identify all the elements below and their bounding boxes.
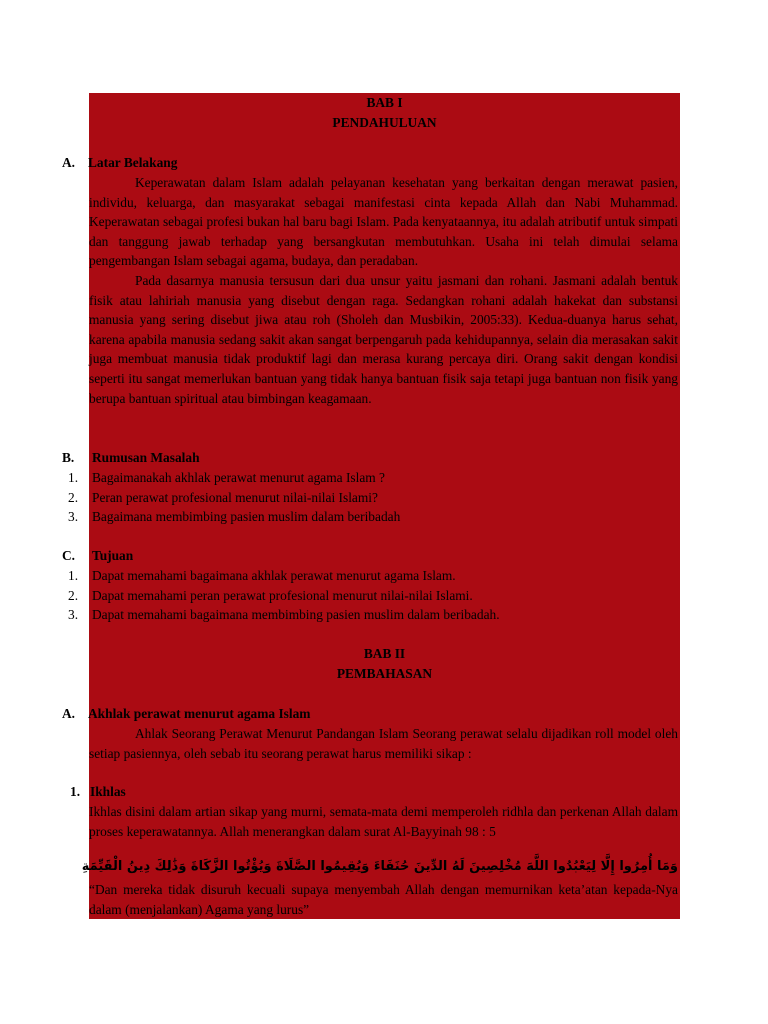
- list-text: Peran perawat profesional menurut nilai-nilai Islami?: [92, 489, 378, 505]
- chapter-2-subtitle: PEMBAHASAN: [336, 666, 433, 681]
- list-text: Dapat memahami peran perawat profesional menurut nilai-nilai Islami.: [92, 587, 473, 603]
- chapter-1-title: BAB I: [366, 95, 403, 110]
- list-number: 2.: [68, 489, 79, 505]
- section-title: Rumusan Masalah: [92, 450, 200, 465]
- list-item: [68, 468, 400, 488]
- section-marker: A.: [62, 706, 76, 721]
- section-latar-belakang-heading: [62, 153, 177, 173]
- chapter-1-subtitle: PENDAHULUAN: [332, 115, 437, 130]
- tujuan-list: [68, 566, 500, 625]
- list-number: 2.: [68, 587, 79, 603]
- list-item: [68, 605, 500, 625]
- chapter-2-title: BAB II: [363, 646, 406, 661]
- section-rumusan-heading: [62, 448, 200, 468]
- list-text: Dapat memahami bagaimana membimbing pasien muslim dalam beribadah.: [92, 607, 500, 623]
- list-text: Bagaimana membimbing pasien muslim dalam beribadah: [92, 509, 401, 525]
- section-title: Latar Belakang: [88, 155, 178, 170]
- subsection-marker: 1.: [70, 784, 81, 799]
- rumusan-list: [68, 468, 400, 527]
- list-item: [68, 507, 400, 527]
- subsection-ikhlas-heading: [70, 782, 126, 802]
- list-text: Dapat memahami bagaimana akhlak perawat menurut agama Islam.: [92, 568, 456, 583]
- list-text: Bagaimanakah akhlak perawat menurut agama Islam ?: [92, 470, 385, 485]
- list-item: [68, 586, 500, 606]
- list-number: 1.: [68, 568, 79, 583]
- list-number: 3.: [68, 607, 79, 623]
- latar-paragraph-1: Keperawatan dalam Islam adalah pelayanan kesehatan yang berkaitan dengan merawat pasien, individu, keluarga, dan masyarakat sebagai manifestasi cinta kepada Allah dan Nabi Muhammad. Keperawatan sebagai profesi bukan hal baru bagi Islam. Pada kenyataannya, itu adalah atributif untuk simpati dan tanggung jawab terhadap yang bersangkutan membutuhkan. Usaha ini telah dimulai selama pengembangan Islam sebagai agama, budaya, dan peradaban.: [89, 175, 678, 269]
- ikhlas-paragraph: Ikhlas disini dalam artian sikap yang murni, semata-mata demi memperoleh ridhla dan perkenan Allah dalam proses keperawatannya. Allah menerangkan dalam surat Al-Bayyinah 98 : 5: [89, 804, 678, 839]
- arabic-verse: وَمَا أُمِرُوا إِلَّا لِيَعْبُدُوا اللَّهَ مُخْلِصِينَ لَهُ الدِّينَ حُنَفَاءَ وَيُقِيمُوا الصَّلَاةَ وَيُؤْتُوا الزَّكَاةَ وَذَٰلِكَ دِينُ الْقَيِّمَةِ: [81, 859, 678, 874]
- section-marker: C.: [62, 548, 76, 563]
- section-marker: A.: [62, 155, 76, 170]
- latar-paragraph-2: Pada dasarnya manusia tersusun dari dua unsur yaitu jasmani dan rohani. Jasmani adalah bentuk fisik atau lahiriah manusia yang disebut dengan raga. Sedangkan rohani adalah hakekat dan substansi manusia yang sering disebut jiwa atau roh (Sholeh dan Musbikin, 2005:33). Kedua-duanya harus sehat, karena apabila manusia sedang sakit akan sangat berpengaruh pada kehidupannya, selain dia merasakan sakit juga membuat manusia tidak produktif lagi dan merasa kurang percaya diri. Orang sakit dengan kondisi seperti itu sangat memerlukan bantuan yang tidak hanya bantuan fisik saja tetapi juga bantuan non fisik yang berupa bantuan spiritual atau bimbingan keagamaan.: [89, 273, 678, 406]
- section-tujuan-heading: [62, 546, 133, 566]
- list-number: 1.: [68, 470, 79, 485]
- list-item: [68, 488, 400, 508]
- verse-translation: “Dan mereka tidak disuruh kecuali supaya menyembah Allah dengan memurnikan keta’atan kepada-Nya dalam (menjalankan) Agama yang lurus”: [89, 882, 678, 917]
- section-marker: B.: [62, 450, 75, 465]
- list-item: [68, 566, 500, 586]
- section-title: Akhlak perawat menurut agama Islam: [88, 706, 311, 721]
- akhlak-paragraph: Ahlak Seorang Perawat Menurut Pandangan Islam Seorang perawat selalu dijadikan roll model oleh setiap pasiennya, oleh sebab itu seorang perawat harus memiliki sikap :: [89, 726, 678, 761]
- section-akhlak-heading: [62, 704, 310, 724]
- list-number: 3.: [68, 509, 79, 525]
- subsection-title: Ikhlas: [90, 784, 126, 799]
- section-title: Tujuan: [92, 548, 134, 563]
